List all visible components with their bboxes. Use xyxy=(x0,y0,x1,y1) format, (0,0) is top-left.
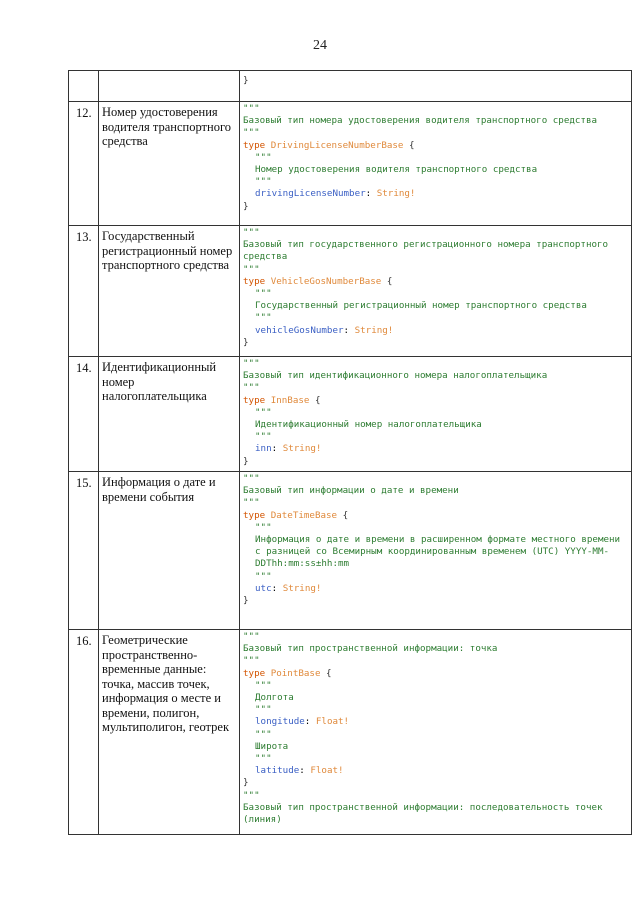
code-line xyxy=(243,239,627,263)
type-keyword: type xyxy=(243,667,266,679)
row-name-cell: Государственный регистрационный номер транспортного средства xyxy=(99,226,240,357)
code-line xyxy=(243,643,627,655)
code-line xyxy=(243,103,627,115)
row-name-cell: Номер удостоверения водителя транспортного средства xyxy=(99,102,240,226)
docstring-quote: """ xyxy=(255,431,272,443)
docstring-quote: """ xyxy=(255,288,272,300)
docstring-quote: """ xyxy=(255,704,272,716)
code-line xyxy=(243,790,627,802)
row-number-cell: 13. xyxy=(69,226,99,357)
field-name: longitude xyxy=(255,716,305,728)
closing-brace: } xyxy=(243,595,249,607)
row-name-cell: Информация о дате и времени события xyxy=(99,472,240,630)
field-description: Государственный регистрационный номер транспортного средства xyxy=(255,300,587,312)
code-line xyxy=(243,140,627,152)
type-name: PointBase xyxy=(270,667,321,679)
code-line xyxy=(243,741,627,753)
field-name: latitude xyxy=(255,765,300,777)
code-line xyxy=(243,176,627,188)
code-line xyxy=(243,201,627,213)
closing-brace: } xyxy=(243,75,249,86)
opening-brace: { xyxy=(409,139,415,151)
type-description: Базовый тип информации о дате и времени xyxy=(243,485,459,497)
row-number-cell: 16. xyxy=(69,630,99,835)
docstring-quote: """ xyxy=(243,263,260,275)
field-description: Идентификационный номер налогоплательщика xyxy=(255,419,482,431)
type-description: Базовый тип государственного регистрационного номера транспортного средства xyxy=(243,239,614,263)
table-row xyxy=(69,357,632,472)
field-name: vehicleGosNumber xyxy=(255,324,344,336)
code-line: utc: String! xyxy=(255,582,322,594)
docstring-quote: """ xyxy=(243,382,260,394)
type-keyword: type xyxy=(243,509,266,521)
code-line xyxy=(243,276,627,288)
docstring-quote: """ xyxy=(243,655,260,667)
type-keyword: type xyxy=(243,275,266,287)
field-type: Float! xyxy=(315,716,350,728)
row-name-cell: Идентификационный номер налогоплательщика xyxy=(99,357,240,472)
docstring-quote: """ xyxy=(255,753,272,765)
code-line: drivingLicenseNumber: String! xyxy=(255,188,416,200)
row-name-cell: Геометрические пространственно-временные данные: точка, массив точек, информация о месте и времени, полигон, мультиполигон, геотрек xyxy=(99,630,240,835)
docstring-quote: """ xyxy=(243,227,260,238)
code-line xyxy=(243,571,627,583)
type-name: DateTimeBase xyxy=(270,509,338,521)
docstring-quote: """ xyxy=(243,497,260,509)
docstring-quote: """ xyxy=(243,789,260,801)
code-line xyxy=(243,473,627,485)
table-row-continued xyxy=(69,71,632,102)
row-code-cell xyxy=(240,226,632,357)
code-line xyxy=(243,419,627,431)
type-description: Базовый тип пространственной информации: точка xyxy=(243,643,498,655)
docstring-quote: """ xyxy=(255,151,272,163)
field-description: Долгота xyxy=(255,692,294,704)
docstring-quote: """ xyxy=(255,406,272,418)
code-line xyxy=(243,777,627,789)
field-type: String! xyxy=(354,324,394,336)
field-name: utc xyxy=(255,582,272,594)
code-line xyxy=(243,127,627,139)
row-code-cell xyxy=(240,71,632,102)
code-line xyxy=(243,288,627,300)
code-line xyxy=(243,152,627,164)
code-line xyxy=(243,802,627,826)
code-line xyxy=(243,407,627,419)
code-line xyxy=(243,668,627,680)
type-keyword: type xyxy=(243,394,266,406)
docstring-quote: """ xyxy=(255,570,272,582)
code-line xyxy=(243,534,627,571)
closing-brace: } xyxy=(243,455,249,467)
code-line xyxy=(243,485,627,497)
code-line xyxy=(243,510,627,522)
table-row xyxy=(69,472,632,630)
row-number-cell: 15. xyxy=(69,472,99,630)
opening-brace: { xyxy=(342,509,349,521)
specification-table xyxy=(68,70,632,835)
code-line xyxy=(243,370,627,382)
docstring-quote: """ xyxy=(243,631,260,642)
field-type: Float! xyxy=(310,765,344,777)
code-line xyxy=(243,164,627,176)
row-code-cell xyxy=(240,472,632,630)
type-name: DrivingLicenseNumberBase xyxy=(270,139,404,151)
closing-brace: } xyxy=(243,777,249,789)
table-row xyxy=(69,226,632,357)
opening-brace: { xyxy=(326,667,332,679)
opening-brace: { xyxy=(386,275,393,287)
docstring-quote: """ xyxy=(255,312,272,324)
code-line xyxy=(243,595,627,607)
docstring-quote: """ xyxy=(255,521,272,533)
field-description: Номер удостоверения водителя транспортного средства xyxy=(255,164,538,176)
field-description: Широта xyxy=(255,740,289,752)
code-line xyxy=(243,431,627,443)
code-line xyxy=(243,456,627,468)
code-line xyxy=(243,753,627,765)
field-type: String! xyxy=(282,582,322,594)
type-description: Базовый тип пространственной информации: последовательность точек (линия) xyxy=(243,801,609,826)
code-line xyxy=(243,631,627,643)
code-line xyxy=(243,358,627,370)
code-line xyxy=(243,227,627,239)
code-line xyxy=(243,655,627,667)
type-name: VehicleGosNumberBase xyxy=(270,275,382,287)
row-name-cell xyxy=(99,71,240,102)
code-line xyxy=(243,382,627,394)
docstring-quote: """ xyxy=(243,127,260,139)
docstring-quote: """ xyxy=(243,473,260,484)
docstring-quote: """ xyxy=(243,358,260,369)
field-name: inn xyxy=(255,443,272,455)
code-line xyxy=(243,692,627,704)
code-line xyxy=(243,497,627,509)
code-line xyxy=(243,680,627,692)
type-name: InnBase xyxy=(270,394,310,406)
code-line xyxy=(243,337,627,349)
field-name: drivingLicenseNumber xyxy=(255,188,366,200)
code-line: latitude: Float! xyxy=(255,765,344,777)
row-code-cell xyxy=(240,102,632,226)
type-description: Базовый тип идентификационного номера налогоплательщика xyxy=(243,370,548,382)
docstring-quote: """ xyxy=(255,176,272,188)
code-line xyxy=(243,115,627,127)
page-number: 24 xyxy=(313,38,327,53)
row-number-cell xyxy=(69,71,99,102)
code-line xyxy=(243,312,627,324)
code-line: inn: String! xyxy=(255,443,322,455)
docstring-quote: """ xyxy=(243,103,260,114)
closing-brace: } xyxy=(243,336,249,348)
type-keyword: type xyxy=(243,139,266,151)
table-row xyxy=(69,630,632,835)
field-description: Информация о дате и времени в расширенном формате местного времени с разницей со Всемирным координированным временем (UTC) YYYY-MM-DDThh:mm:ss±hh:mm xyxy=(255,534,626,570)
field-type: String! xyxy=(282,443,322,455)
type-description: Базовый тип номера удостоверения водителя транспортного средства xyxy=(243,115,598,127)
code-line xyxy=(243,300,627,312)
docstring-quote: """ xyxy=(255,679,272,691)
row-number-cell: 14. xyxy=(69,357,99,472)
row-code-cell xyxy=(240,630,632,835)
closing-brace: } xyxy=(243,200,249,212)
table-row xyxy=(69,102,632,226)
code-line xyxy=(243,704,627,716)
code-line xyxy=(243,522,627,534)
code-line: longitude: Float! xyxy=(255,716,350,728)
opening-brace: { xyxy=(314,394,321,406)
field-type: String! xyxy=(376,188,416,200)
row-number-cell: 12. xyxy=(69,102,99,226)
docstring-quote: """ xyxy=(255,728,272,740)
code-line xyxy=(243,264,627,276)
code-line xyxy=(243,729,627,741)
code-line xyxy=(243,395,627,407)
code-line: vehicleGosNumber: String! xyxy=(255,324,394,336)
row-code-cell xyxy=(240,357,632,472)
